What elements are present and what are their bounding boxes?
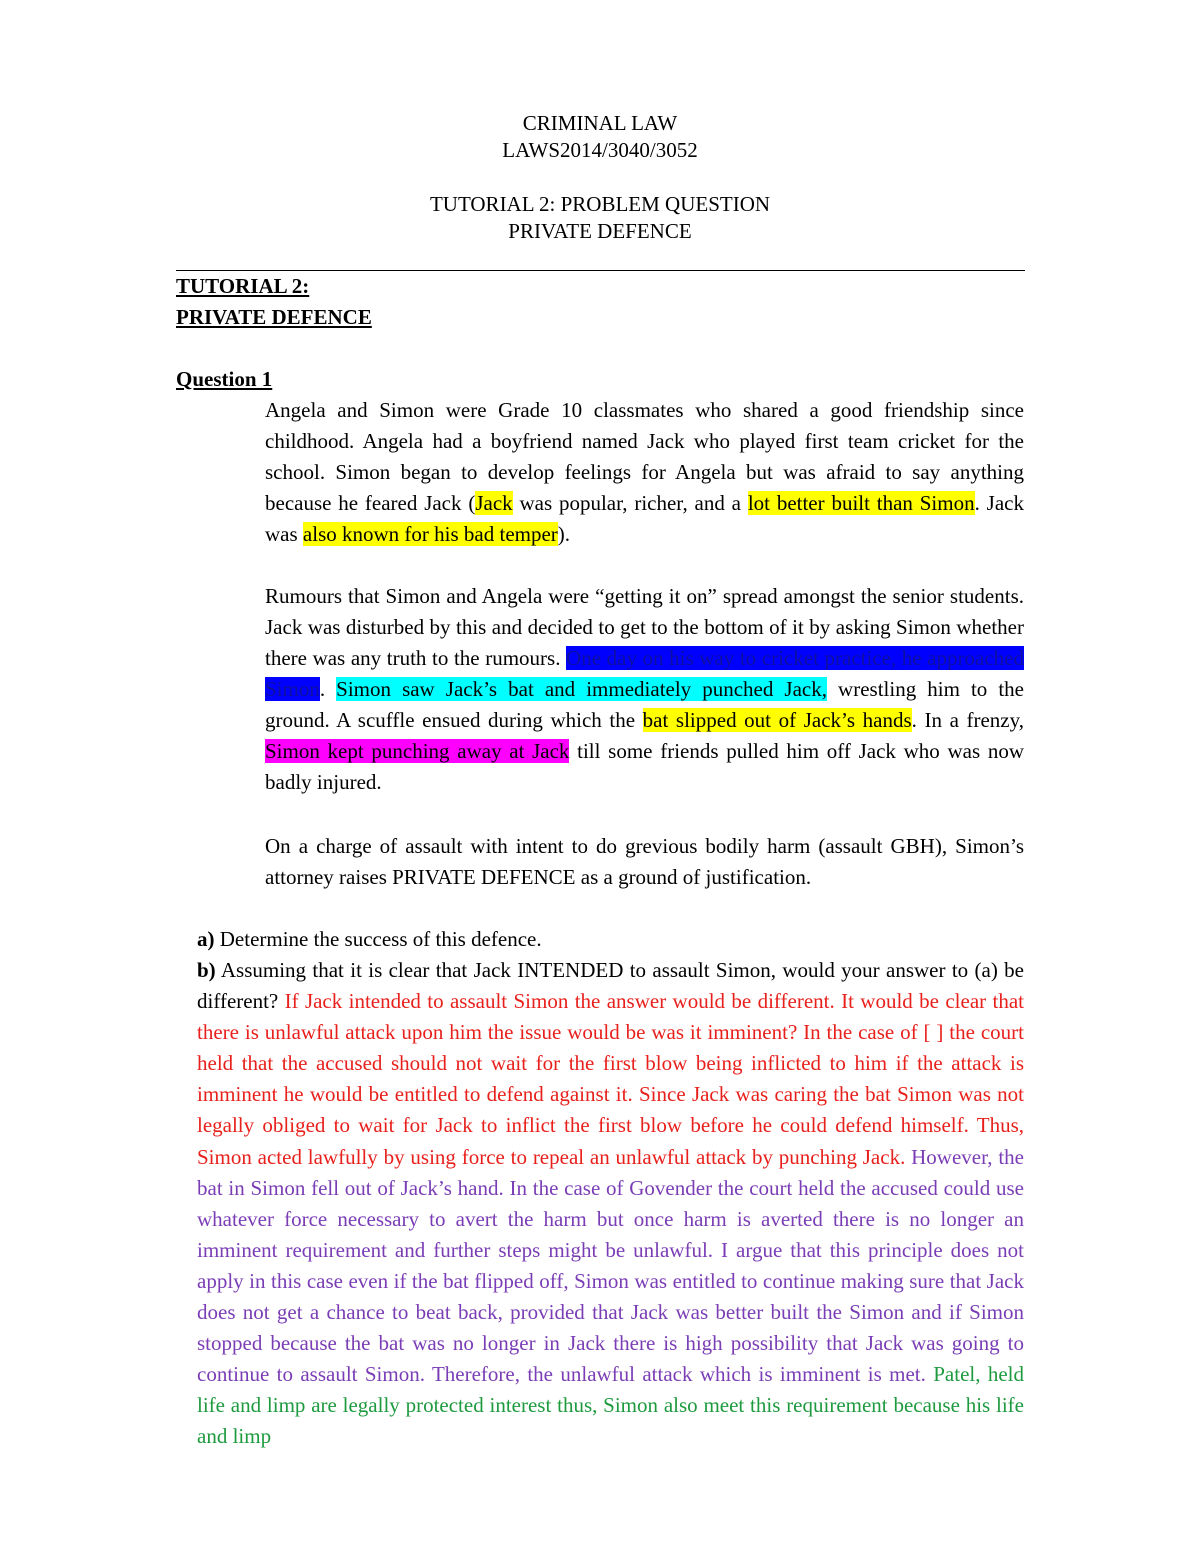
question-b-text: Assuming that it is clear that Jack INTENDED to assault Simon, would your answer to (a) be different? <box>197 958 1024 1014</box>
p2-highlight-approached: One day on his way to cricket practice, he approached Simon <box>265 646 1024 701</box>
question-b <box>197 955 1024 1453</box>
paragraph-facts <box>265 581 1024 798</box>
answer-purple-text: However, the bat in Simon fell out of Jack’s hand. In the case of Govender the court held the accused could use whatever force necessary to avert the harm but once harm is averted there is no longer an imminent requirement and further steps might be unlawful. I argue that this principle does not apply in this case even if the bat flipped off, Simon was entitled to continue making sure that Jack does not get a chance to beat back, provided that Jack was better built the Simon and if Simon stopped because the bat was no longer in Jack there is high possibility that Jack was going to continue to assault Simon. Therefore, the unlawful attack which is imminent is met. <box>197 1144 1024 1387</box>
p1-highlight-jack: Jack <box>475 491 513 515</box>
question-a <box>197 924 1024 955</box>
p2-highlight-punched: Simon saw Jack’s bat and immediately punched Jack, <box>336 677 827 701</box>
p1-highlight-bad-temper: also known for his bad temper <box>302 522 558 546</box>
question-a-text: Determine the success of this defence. <box>214 927 542 951</box>
p1-text-4: ). <box>557 522 571 546</box>
p2-highlight-bat-slipped: bat slipped out of Jack’s hands <box>642 708 912 732</box>
section-title-tutorial: TUTORIAL 2: <box>176 274 310 298</box>
p1-text-3: . Jack was <box>265 491 1024 546</box>
p1-text-2: was popular, richer, and a <box>512 491 748 515</box>
section-title-private-defence: PRIVATE DEFENCE <box>176 305 372 329</box>
tutorial-subtitle: PRIVATE DEFENCE <box>508 219 692 243</box>
question-heading: Question 1 <box>176 367 273 391</box>
p1-text-1: Angela and Simon were Grade 10 classmates who shared a good friendship since childhood. Angela had a boyfriend named Jack who played first team cricket for the school. Simon began to develop feelings for Angela but was afraid to say anything because he feared Jack ( <box>265 398 1024 515</box>
p2-text-1: Rumours that Simon and Angela were “getting it on” spread amongst the senior students. Jack was disturbed by this and decided to get to the bottom of it by asking Simon whether there was any truth to the rumours. <box>265 584 1024 670</box>
question-a-label: a) <box>197 927 215 951</box>
paragraph-charge: On a charge of assault with intent to do grevious bodily harm (assault GBH), Simon’s attorney raises PRIVATE DEFENCE as a ground of justification. <box>265 834 1024 889</box>
p2-text-2: . <box>319 677 337 701</box>
paragraph-background <box>265 395 1024 550</box>
p2-text-4: . In a frenzy, <box>911 708 1025 732</box>
course-code: LAWS2014/3040/3052 <box>502 138 698 162</box>
p2-text-3: wrestling him to the ground. A scuffle ensued during which the <box>265 677 1025 732</box>
p2-highlight-kept-punching: Simon kept punching away at Jack <box>265 739 570 763</box>
header-spacer <box>0 164 1200 191</box>
p2-text-5: till some friends pulled him off Jack who was now badly injured. <box>265 739 1024 794</box>
answer-green-text: Patel, held life and limp are legally protected interest thus, Simon also meet this requirement because his life and limp <box>197 1362 1024 1449</box>
p1-highlight-better-built: lot better built than Simon <box>747 491 975 515</box>
answer-red-text: If Jack intended to assault Simon the answer would be different. It would be clear that there is unlawful attack upon him the issue would be was it imminent? In the case of [ ] the court held that the accused should not wait for the first blow being inflicted to him if the attack is imminent he would be entitled to defend against it. Since Jack was caring the bat Simon was not legally obliged to wait for Jack to inflict the first blow before he could defend himself. Thus, Simon acted lawfully by using force to repeal an unlawful attack by punching Jack. <box>197 989 1024 1169</box>
tutorial-title: TUTORIAL 2: PROBLEM QUESTION <box>429 192 771 216</box>
course-title: CRIMINAL LAW <box>522 111 678 135</box>
document-header <box>0 110 1200 245</box>
question-b-label: b) <box>197 958 216 982</box>
